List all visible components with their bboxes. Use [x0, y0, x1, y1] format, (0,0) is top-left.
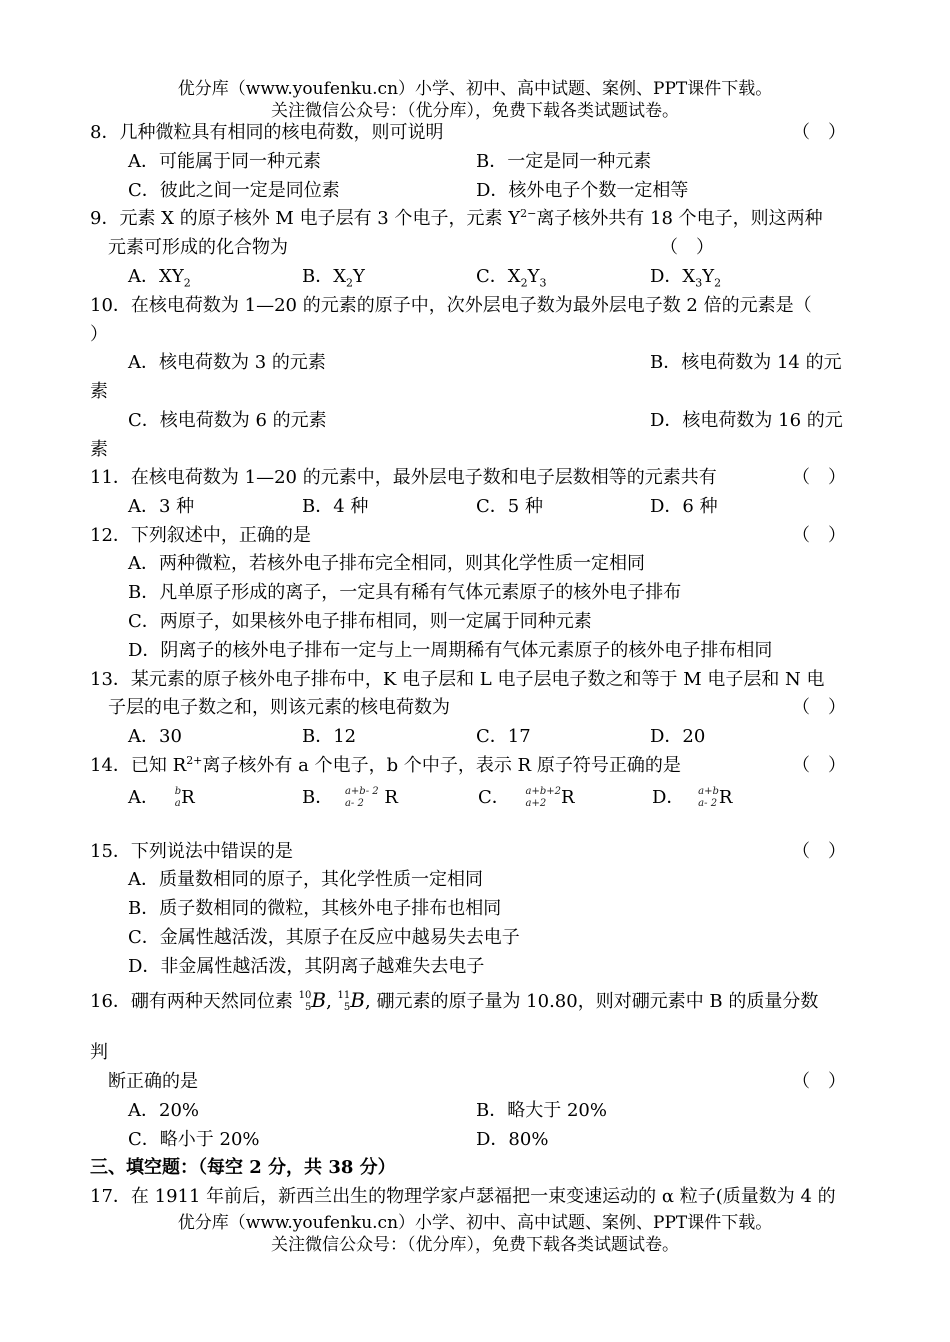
q16-option-a: A．20%: [128, 1100, 200, 1121]
q16-stem-2: 断正确的是: [108, 1071, 198, 1092]
q12-stem: 12．下列叙述中，正确的是: [90, 525, 311, 546]
q10-option-d-cont: 素: [90, 439, 108, 460]
q16-stem-cont: 判: [90, 1042, 108, 1063]
q11-option-d: D．6 种: [650, 496, 718, 517]
q16-answer-paren: （ ）: [792, 1071, 846, 1092]
q8-option-a: A．可能属于同一种元素: [128, 151, 321, 172]
q16-option-b: B．略大于 20%: [476, 1100, 607, 1121]
q14-option-d: D． a+b a- 2 R: [652, 786, 733, 809]
q8-answer-paren: （ ）: [792, 122, 846, 143]
q12-option-a: A．两种微粒，若核外电子排布完全相同，则其化学性质一定相同: [128, 553, 645, 574]
q17-stem: 17．在 1911 年前后，新西兰出生的物理学家卢瑟福把一束变速运动的 α 粒子(质量数为 4 的: [90, 1186, 836, 1207]
q15-option-b: B．质子数相同的微粒，其核外电子排布也相同: [128, 898, 502, 919]
q13-stem-cont: 子层的电子数之和，则该元素的核电荷数为: [108, 697, 450, 718]
q11-option-b: B．4 种: [302, 496, 369, 517]
q10-option-a: A．核电荷数为 3 的元素: [128, 352, 326, 373]
header-line-2: 关注微信公众号：（优分库），免费下载各类试题试卷。: [271, 101, 679, 121]
q14-stem: 14．已知 $R^{2+}$离子核外有 a 个电子，b 个中子，表示 R 原子符号正确的是: [90, 754, 681, 776]
isotope-b10-numbers: 10 5: [298, 990, 312, 1013]
q15-option-c: C．金属性越活泼，其原子在反应中越易失去电子: [128, 927, 520, 948]
header-line-1: 优分库（www.youfenku.cn）小学、初中、高中试题、案例、PPT课件下载。: [177, 79, 773, 99]
q12-option-d: D．阴离子的核外电子排布一定与上一周期稀有气体元素原子的核外电子排布相同: [128, 640, 773, 661]
q13-option-c: C．17: [476, 726, 531, 747]
q11-answer-paren: （ ）: [792, 467, 846, 488]
q14-option-c: C． a+b+2 a+2 R: [478, 786, 575, 809]
q16-stem: 16．硼有两种天然同位素 10 5 B, 11 5 B, 硼元素的原子量为 10.80，则对硼元素中 B 的质量分数: [90, 988, 819, 1013]
footer-line-2: 关注微信公众号：（优分库），免费下载各类试题试卷。: [271, 1235, 679, 1255]
q10-option-b: B．核电荷数为 14 的元: [650, 352, 842, 373]
q15-option-d: D．非金属性越活泼，其阴离子越难失去电子: [128, 956, 485, 977]
q13-stem: 13．某元素的原子核外电子排布中，K 电子层和 L 电子层电子数之和等于 M 电子层和 N 电: [90, 669, 825, 690]
q14-option-b: B． a+b- 2 a- 2 R: [302, 786, 398, 809]
q15-stem: 15．下列说法中错误的是: [90, 841, 293, 862]
q11-stem: 11．在核电荷数为 1—20 的元素中，最外层电子数和电子层数相等的元素共有: [90, 467, 717, 488]
isotope-b10-symbol: B: [311, 988, 327, 1012]
q14-answer-paren: （ ）: [792, 755, 846, 776]
q9-stem-cont: 元素可形成的化合物为: [108, 237, 288, 258]
q12-option-b: B．凡单原子形成的离子，一定具有稀有气体元素原子的核外电子排布: [128, 582, 682, 603]
q8-option-b: B．一定是同一种元素: [476, 151, 652, 172]
q9-option-d: D．$X_3Y_2$: [650, 266, 722, 290]
q11-option-c: C．5 种: [476, 496, 543, 517]
q13-option-d: D．20: [650, 726, 706, 747]
q16-option-d: D．80%: [476, 1129, 549, 1150]
q9-option-c: C．$X_2Y_3$: [476, 266, 547, 290]
q12-option-c: C．两原子，如果核外电子排布相同，则一定属于同种元素: [128, 611, 592, 632]
q13-option-a: A．30: [128, 726, 182, 747]
isotope-b11-numbers: 11 5: [337, 990, 351, 1013]
q10-stem-cont: ）: [90, 324, 108, 345]
isotope-b11-symbol: B: [350, 988, 365, 1012]
q10-stem: 10．在核电荷数为 1—20 的元素的原子中，次外层电子数为最外层电子数 2 倍的元素是（: [90, 295, 812, 316]
q9-stem: 9．元素 X 的原子核外 M 电子层有 3 个电子，元素 $Y^{2-}$离子核外共有 18 个电子，则这两种: [90, 207, 823, 229]
footer-line-1: 优分库（www.youfenku.cn）小学、初中、高中试题、案例、PPT课件下载。: [177, 1213, 773, 1233]
q8-stem: 8．几种微粒具有相同的核电荷数，则可说明: [90, 122, 444, 143]
q11-option-a: A．3 种: [128, 496, 195, 517]
q9-option-b: B．$X_2Y$: [302, 266, 365, 290]
q10-option-d: D．核电荷数为 16 的元: [650, 410, 843, 431]
q9-option-a: A．$XY_2$: [128, 266, 191, 290]
q16-option-c: C．略小于 20%: [128, 1129, 260, 1150]
q13-option-b: B．12: [302, 726, 357, 747]
q9-answer-paren: （ ）: [660, 237, 714, 258]
q8-option-d: D．核外电子个数一定相等: [476, 180, 689, 201]
q13-answer-paren: （ ）: [792, 697, 846, 718]
q15-answer-paren: （ ）: [792, 841, 846, 862]
q10-option-b-cont: 素: [90, 381, 108, 402]
q12-answer-paren: （ ）: [792, 525, 846, 546]
q8-option-c: C．彼此之间一定是同位素: [128, 180, 340, 201]
section-3-title: 三、填空题：（每空 2 分，共 38 分）: [90, 1157, 396, 1178]
q10-option-c: C．核电荷数为 6 的元素: [128, 410, 327, 431]
q14-option-a: A． b a R: [128, 786, 195, 809]
q15-option-a: A．质量数相同的原子，其化学性质一定相同: [128, 869, 483, 890]
